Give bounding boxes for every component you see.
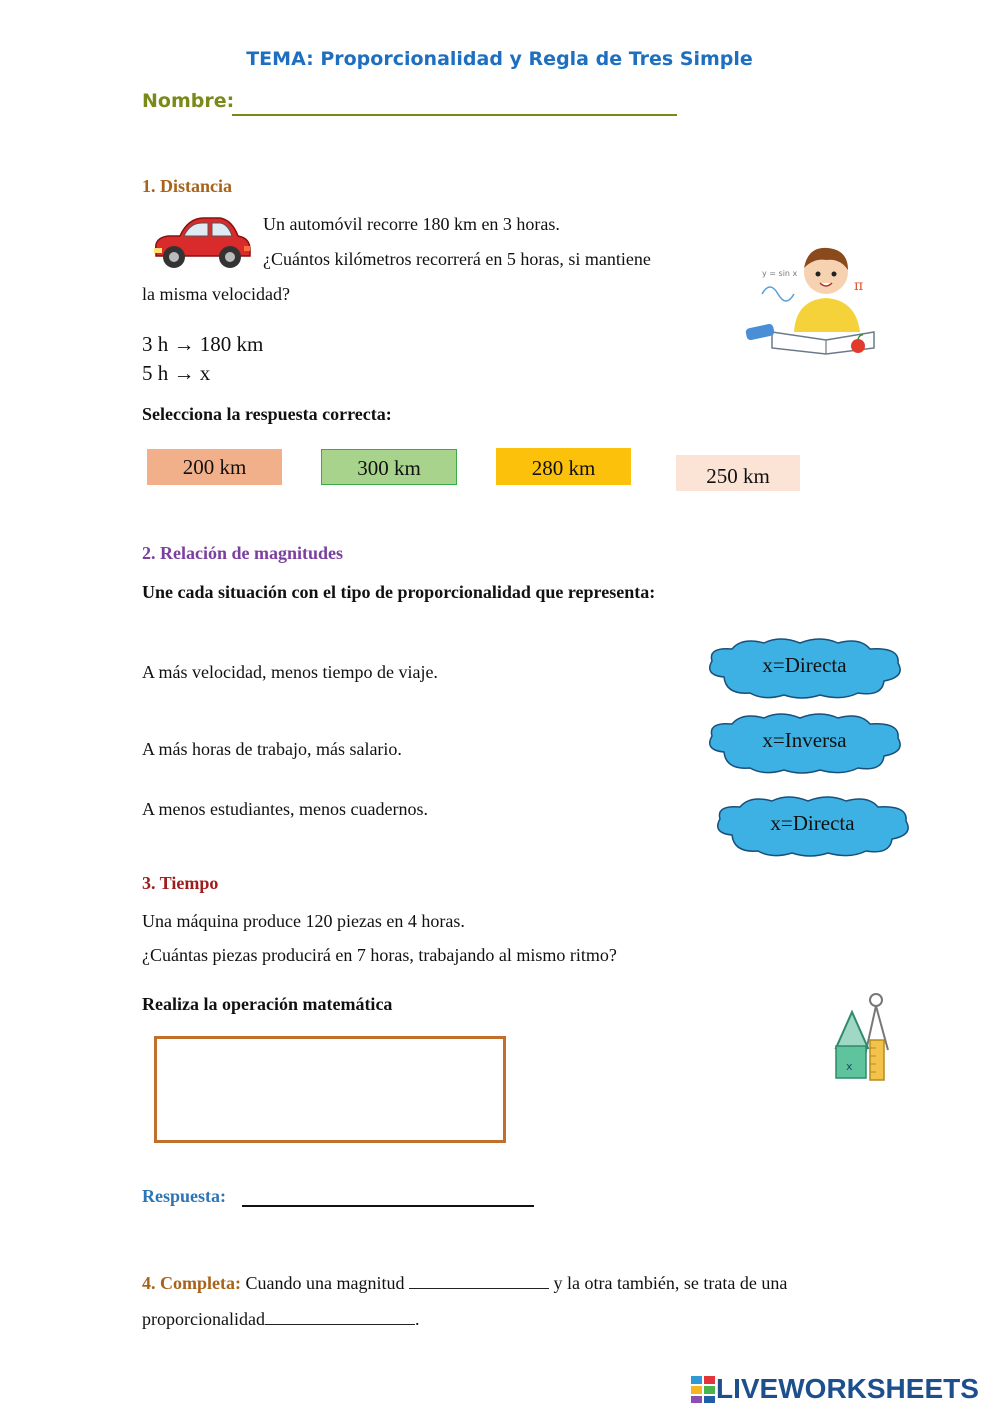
- answer-cloud-2-text: x=Inversa: [762, 728, 847, 752]
- liveworksheets-logo: [690, 1373, 979, 1405]
- section-4-text-d: .: [414, 1309, 420, 1329]
- answer-option-280[interactable]: 280 km: [496, 448, 631, 485]
- name-label: Nombre:: [142, 90, 235, 112]
- blank-1[interactable]: [409, 1272, 549, 1289]
- section-4-text-a: Cuando una magnitud: [245, 1273, 405, 1293]
- answer-option-250[interactable]: 250 km: [676, 455, 800, 491]
- answer-option-300[interactable]: 300 km: [321, 449, 457, 485]
- svg-text:y = sin x: y = sin x: [762, 269, 798, 278]
- section-4-text-b: y la otra también, se trata de una: [553, 1273, 788, 1293]
- math-tools-icon: [830, 990, 896, 1084]
- blank-2[interactable]: [265, 1308, 415, 1325]
- answer-label: Respuesta:: [142, 1186, 226, 1206]
- student-studying-icon: [742, 236, 880, 358]
- equation-1: 3 h → 180 km: [142, 332, 264, 356]
- situation-1: A más velocidad, menos tiempo de viaje.: [142, 662, 438, 682]
- section-2-instruction: Une cada situación con el tipo de proporcionalidad que representa:: [142, 582, 656, 602]
- answer-cloud-3-text: x=Directa: [770, 811, 855, 835]
- section-2-title: 2. Relación de magnitudes: [142, 543, 344, 563]
- equation-2: 5 h → x: [142, 361, 211, 385]
- name-input-line[interactable]: [232, 114, 677, 116]
- section-1-title: 1. Distancia: [142, 176, 232, 196]
- section-4-line-2: [142, 1308, 419, 1330]
- answer-cloud-3[interactable]: [710, 795, 915, 859]
- svg-text:π: π: [854, 278, 864, 294]
- section-3-title: 3. Tiempo: [142, 873, 219, 893]
- situation-3: A menos estudiantes, menos cuadernos.: [142, 799, 428, 819]
- svg-text:x: x: [846, 1060, 853, 1073]
- answer-cloud-2[interactable]: [702, 712, 907, 776]
- section-1-instruction: Selecciona la respuesta correcta:: [142, 404, 392, 424]
- answer-cloud-1[interactable]: [702, 637, 907, 701]
- problem-1-line-1: Un automóvil recorre 180 km en 3 horas.: [263, 214, 560, 234]
- answer-option-200[interactable]: 200 km: [147, 449, 282, 485]
- problem-3-line-2: ¿Cuántas piezas producirá en 7 horas, trabajando al mismo ritmo?: [142, 945, 617, 965]
- page-title: TEMA: Proporcionalidad y Regla de Tres Simple: [246, 48, 753, 70]
- liveworksheets-brand: LIVEWORKSHEETS: [716, 1373, 979, 1404]
- section-4-text-c: proporcionalidad: [142, 1309, 265, 1329]
- situation-2: A más horas de trabajo, más salario.: [142, 739, 402, 759]
- problem-1-line-2: ¿Cuántos kilómetros recorrerá en 5 horas, si mantiene: [263, 249, 651, 269]
- car-icon: [146, 210, 254, 272]
- operation-box[interactable]: [154, 1036, 506, 1143]
- liveworksheets-logo-icon: [690, 1374, 716, 1404]
- problem-1-line-3: la misma velocidad?: [142, 284, 290, 304]
- section-4-line-1: [142, 1272, 787, 1294]
- answer-cloud-1-text: x=Directa: [762, 653, 847, 677]
- section-3-instruction: Realiza la operación matemática: [142, 994, 393, 1014]
- answer-input-line[interactable]: [242, 1205, 534, 1207]
- problem-3-line-1: Una máquina produce 120 piezas en 4 horas.: [142, 911, 465, 931]
- section-4-title: 4. Completa:: [142, 1273, 241, 1293]
